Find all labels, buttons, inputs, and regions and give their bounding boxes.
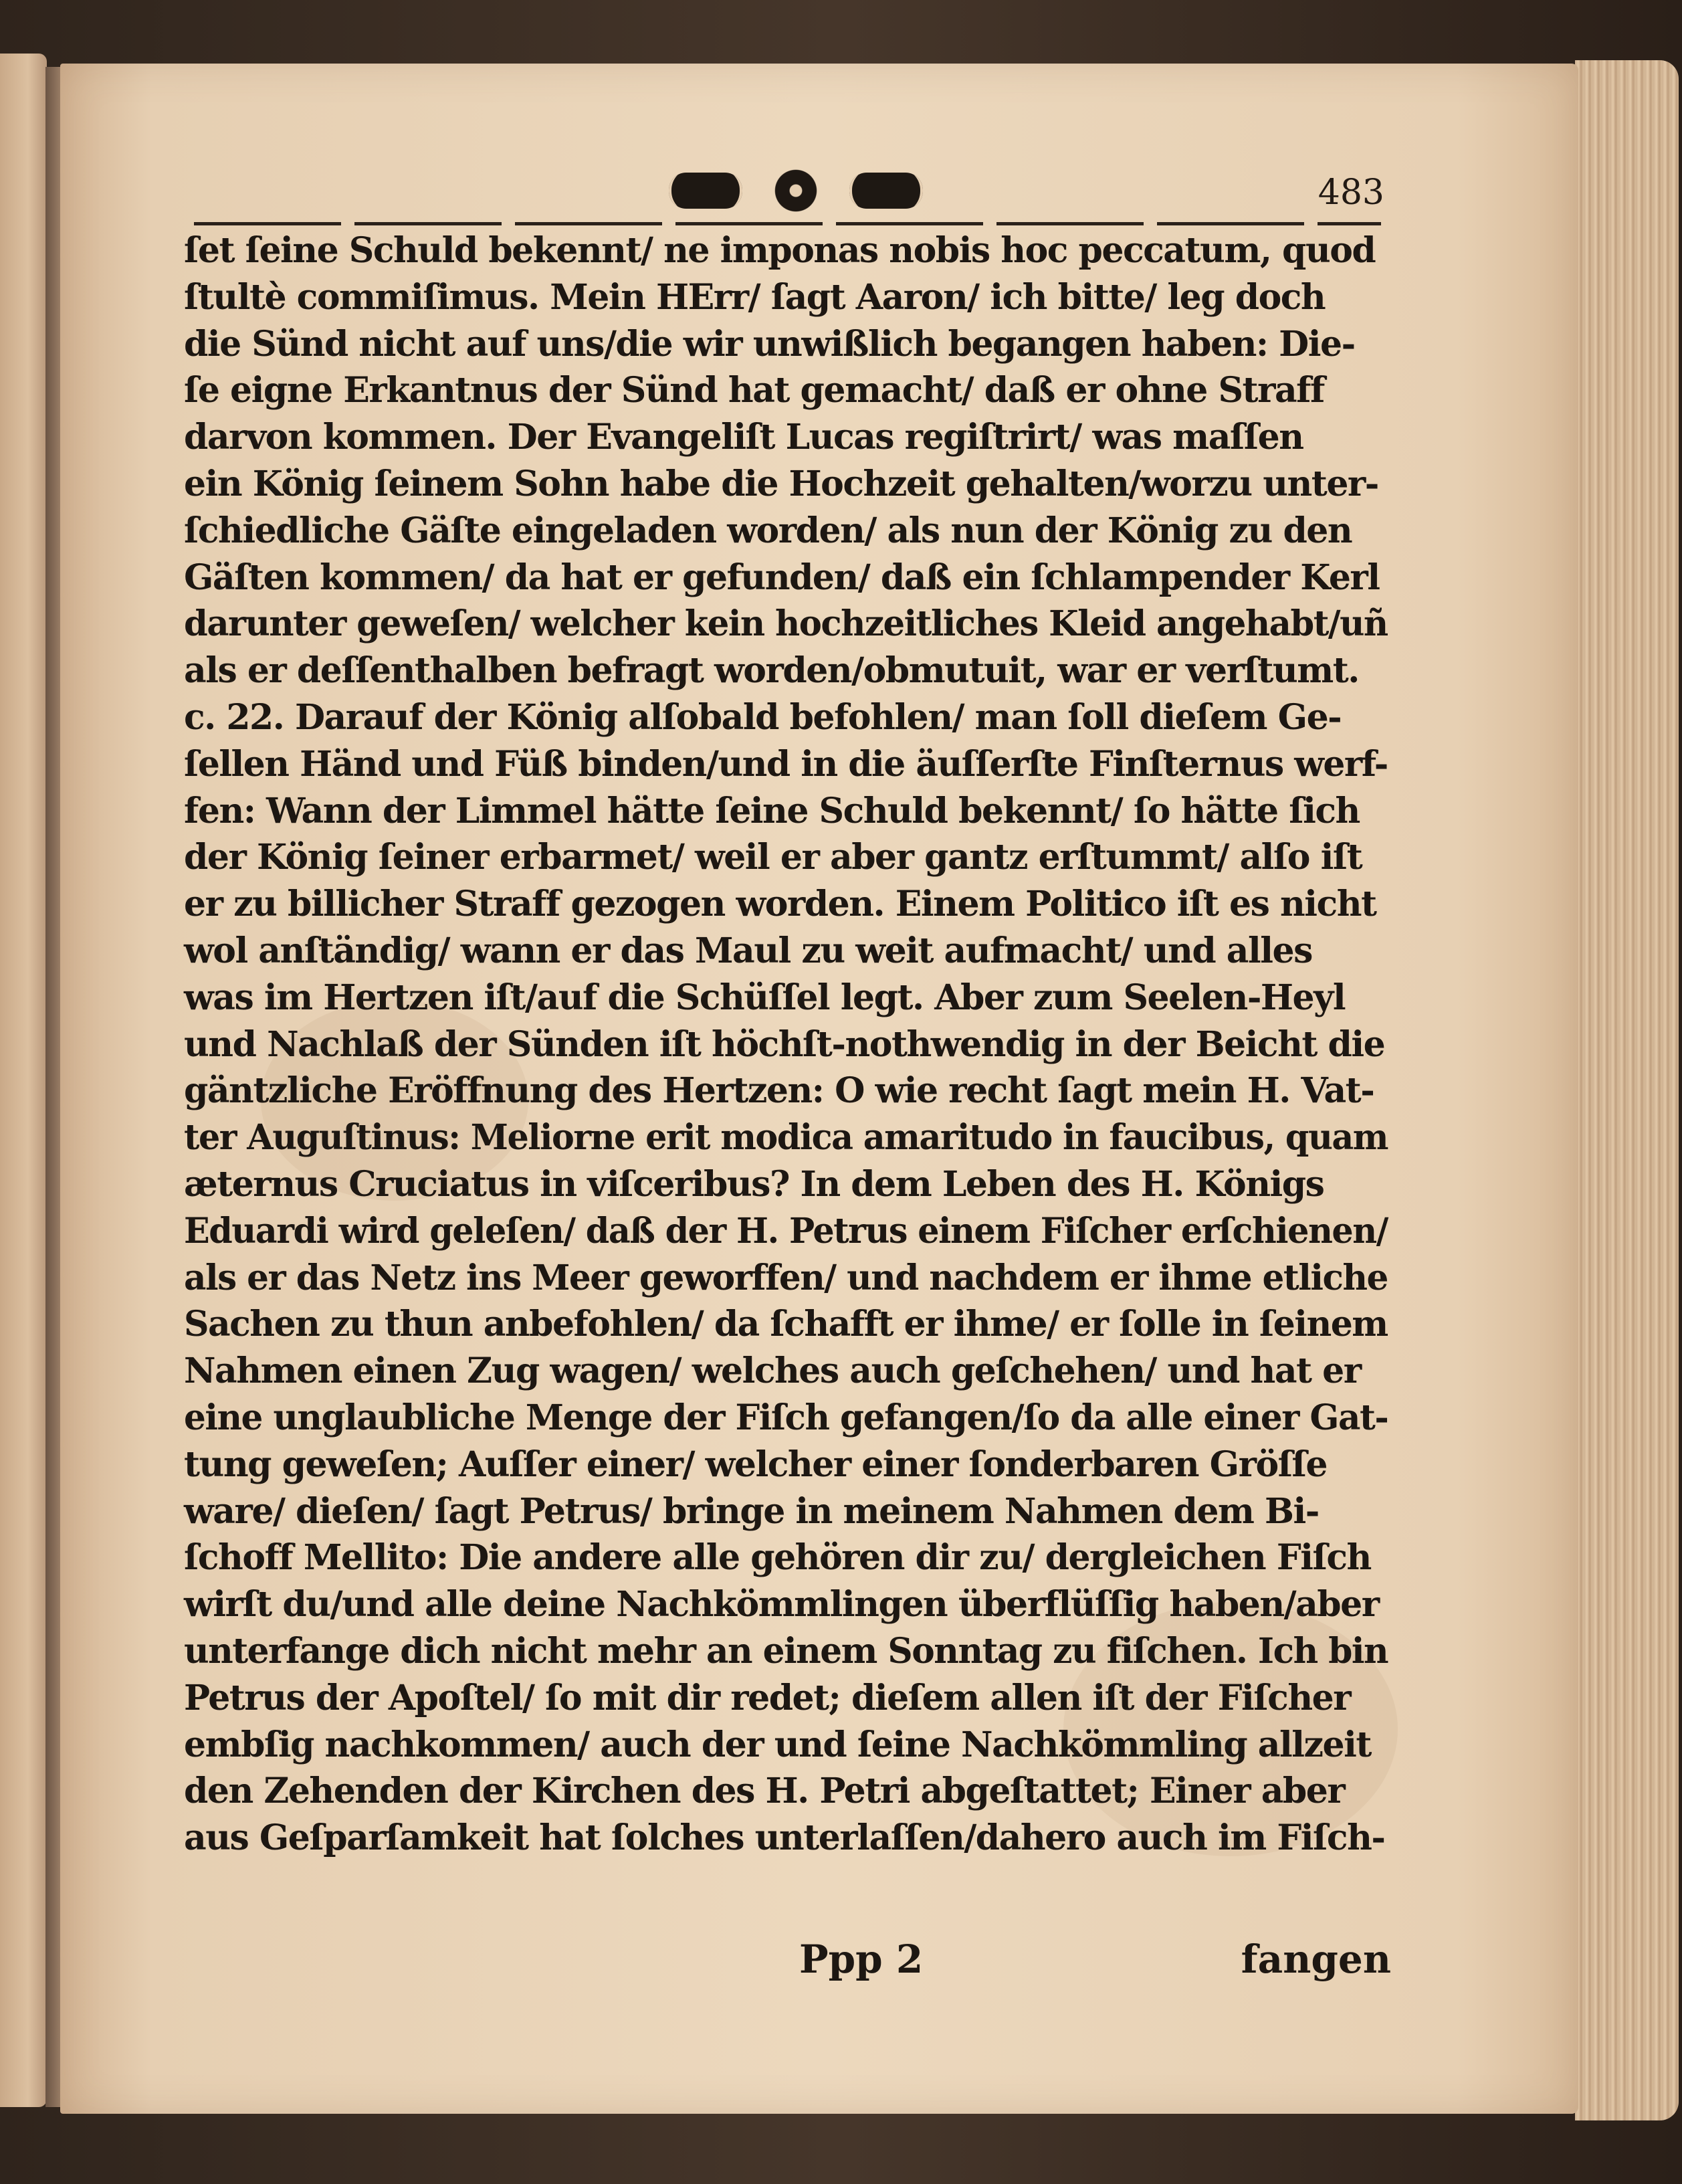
text-line: ſchoff Mellito: Die andere alle gehören dir zu/ dergleichen Fiſch [184,1537,1371,1579]
text-line: Eduardi wird geleſen/ daß der H. Petrus einem Fiſcher erſchienen/ [184,1210,1388,1252]
text-line: was im Hertzen iſt/auf die Schüſſel legt. Aber zum Seelen-Heyl [184,977,1346,1018]
header-rule [194,222,1381,225]
catchword: fangen [1241,1937,1391,1982]
text-line: c. 22. Darauf der König alſobald befohlen/ man ſoll dieſem Ge- [184,696,1342,738]
text-line: unterfange dich nicht mehr an einem Sonntag zu fiſchen. Ich bin [184,1630,1388,1672]
text-line: gäntzliche Eröffnung des Hertzen: O wie recht ſagt mein H. Vat- [184,1070,1374,1112]
text-line: aus Geſparſamkeit hat ſolches unterlaſſen/dahero auch im Fiſch- [184,1817,1385,1859]
text-line: ſtultè commiſimus. Mein HErr/ ſagt Aaron/ ich bitte/ leg doch [184,276,1326,318]
page-block-edge [1575,60,1679,2120]
text-line: und Nachlaß der Sünden iſt höchſt-nothwendig in der Beicht die [184,1023,1385,1065]
page-number: 483 [1318,173,1384,213]
text-line: ein König ſeinem Sohn habe die Hochzeit gehalten/worzu unter- [184,463,1378,504]
rosette-icon [763,158,829,224]
text-line: tung geweſen; Auſſer einer/ welcher einer ſonderbaren Gröſſe [184,1444,1327,1485]
facing-page-edge [0,54,47,2107]
text-line: als er deſſenthalben befragt worden/obmutuit, war er verſtumt. [184,650,1359,692]
text-line: Nahmen einen Zug wagen/ welches auch geſchehen/ und hat er [184,1351,1361,1392]
text-line: den Zehenden der Kirchen des H. Petri abgeſtattet; Einer aber [184,1771,1345,1812]
text-line: Sachen zu thun anbefohlen/ da ſchafft er ihme/ er ſolle in ſeinem [184,1304,1388,1345]
text-line: die Sünd nicht auf uns/die wir unwißlich begangen haben: Die- [184,323,1355,365]
text-line: ſellen Händ und Füß binden/und in die äuſſerſte Finſternus werf- [184,743,1388,785]
text-line: er zu billicher Straff gezogen worden. Einem Politico iſt es nicht [184,884,1376,925]
text-line: Petrus der Apoſtel/ ſo mit dir redet; dieſem allen iſt der Fiſcher [184,1677,1351,1718]
text-line: eine unglaubliche Menge der Fiſch gefangen/ſo da alle einer Gat- [184,1397,1388,1438]
text-line: wol anſtändig/ wann er das Maul zu weit aufmacht/ und alles [184,930,1312,971]
text-line: ware/ dieſen/ ſagt Petrus/ bringe in meinem Nahmen dem Bi- [184,1490,1319,1532]
text-line: ſchiedliche Gäſte eingeladen worden/ als nun der König zu den [184,510,1352,551]
text-line: als er das Netz ins Meer geworffen/ und nachdem er ihme etliche [184,1257,1388,1298]
header-ornament [669,161,923,221]
text-line: darunter geweſen/ welcher kein hochzeitliches Kleid angehabt/uñ [184,603,1388,645]
fleuron-icon [669,173,742,209]
text-line: ſet ſeine Schuld bekennt/ ne imponas nobis hoc peccatum, quod [184,230,1376,271]
text-line: æternus Cruciatus in viſceribus? In dem Leben des H. Königs [184,1163,1324,1205]
body-text [184,227,1388,1862]
fleuron-icon [849,173,923,209]
text-line: ſe eigne Erkantnus der Sünd hat gemacht/ daß er ohne Straff [184,370,1324,411]
signature-mark: Ppp 2 [799,1937,924,1982]
text-line: fen: Wann der Limmel hätte ſeine Schuld bekennt/ ſo hätte ſich [184,790,1360,831]
text-line: der König ſeiner erbarmet/ weil er aber gantz erſtummt/ alſo iſt [184,837,1362,878]
text-line: wirſt du/und alle deine Nachkömmlingen überflüſſig haben/aber [184,1584,1379,1625]
text-line: ter Auguſtinus: Meliorne erit modica amaritudo in faucibus, quam [184,1117,1388,1159]
text-line: embſig nachkommen/ auch der und ſeine Nachkömmling allzeit [184,1724,1371,1765]
text-line: darvon kommen. Der Evangeliſt Lucas regiſtrirt/ was maſſen [184,417,1303,458]
text-line: Gäſten kommen/ da hat er gefunden/ daß ein ſchlampender Kerl [184,557,1380,598]
